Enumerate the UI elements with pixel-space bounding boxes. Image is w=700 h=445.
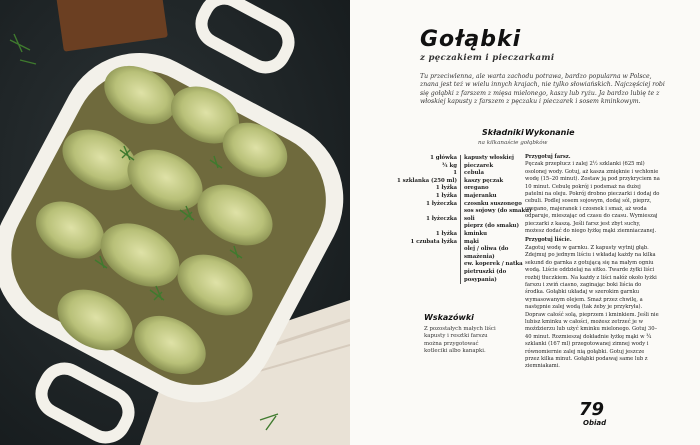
page-number: 79 [579, 399, 605, 420]
ingredient-row [386, 170, 539, 178]
step-text: Zagotuj wodę w garnku. Z kapusty wytnij głąb. Zdejmuj po jednym liściu i wkładaj każdy na kilka sekund do garnka z gotującą się na małym ogniu wodą. Liście oddzielaj na sitko. Twarde żyłki liści rozbij tłuczkiem. Na każdy z liści nałóż około łyżki farszu i zwiń ciasno, zaginając boki liścia do środka. Gołąbki układaj w szerokim garnku wymasowanym olejem. Smaż przez chwilę, a następnie zalej wodą (tak żeby je przykryła). Dopraw całość solą, pieprzem i kminkiem. Jeśli nie lubisz kminku w całości, możesz zetrzeć je w moździerzu lub użyć kminku mielonego. Gotuj 30–40 minut. Rozmieszaj dokładnie łyżkę mąki w ¾ szklanki (167 ml) przegotowanej zimnej wody i równomiernie zalej nią gołąbki. Gotuj jeszcze przez kilka minut. Gołąbki podawaj same lub z ziemniakami. [525, 244, 659, 370]
recipe-title: Gołąbki [420, 27, 522, 52]
ingredient-qty: 1 łyżka [386, 185, 461, 193]
ingredients-subheading: na kilkanaście gołąbków [478, 140, 548, 146]
ingredient-name: pieprz (do smaku) [464, 223, 520, 230]
ingredient-qty: ¾ kg [386, 163, 461, 171]
ingredient-row [386, 231, 539, 239]
ingredient-qty [386, 223, 461, 231]
ingredient-name: olej / oliwa (do smażenia) [464, 246, 509, 260]
ingredient-name: czosnku suszonego [464, 200, 522, 207]
ingredient-row [386, 155, 539, 163]
step-heading: Przygotuj liście. [525, 237, 572, 244]
preparation-heading: Wykonanie [525, 128, 575, 137]
step-text: Pęczak przepłucz i zalej 2½ szklanki (625 ml) osolonej wody. Gotuj, aż kasza zmięknie i wchłonie wodę (15–20 minut). Zostaw ją pod przykryciem na 10 minut. Cebulę pokrój i podsmaż na dużej patelni na oleju. Pokrój drobno pieczarki i dodaj do cebuli. Podlej sosem sojowym, dodaj sól, pieprz, oregano, majeranek i czosnek i smaż, aż woda odparuje, mieszając od czasu do czasu. Wymieszaj pieczarki z kaszą. Jeśli farsz jest zbyt suchy, możesz dodać do niego łyżkę mąki ziemniaczanej. [525, 161, 660, 235]
recipe-intro: Tu przeciwlenna, ale warta zachodu potrawa, bardzo popularna w Polsce, znana jest też w wielu innych krajach, nie tylko słowiańskich. Najczęściej robi się gołąbki z farszem z mięsa mielonego, kaszy lub ryżu. Ja bardzo lubię te z włoskiej kapusty z farszem z pęczaku i pieczarek i sosem kminkowym. [420, 73, 665, 105]
tips-text: Z pozostałych małych liści kapusty i resztki farszu można przygotować kotleciki albo kanapki. [424, 326, 496, 355]
ingredient-qty: 1 łyżka [386, 231, 461, 239]
ingredients-table [386, 155, 539, 284]
ingredient-name: pieczarek [464, 162, 494, 169]
ingredient-qty: 1 łyżeczka [386, 216, 461, 224]
recipe-page [350, 0, 700, 445]
ingredient-qty [386, 261, 461, 284]
ingredient-name: kminku [464, 230, 488, 237]
ingredient-name: kaszy pęczak [464, 177, 504, 184]
ingredient-qty: 1 czubata łyżka [386, 239, 461, 247]
tips-heading: Wskazówki [424, 313, 474, 322]
ingredient-row [386, 246, 539, 261]
recipe-subtitle: z pęczakiem i pieczarkami [420, 53, 555, 63]
ingredient-name: mąki [464, 238, 479, 245]
ingredient-row [386, 223, 539, 231]
ingredient-row [386, 193, 539, 201]
ingredient-name: oregano [464, 185, 489, 192]
ingredient-name: cebula [464, 170, 484, 177]
step-heading: Przygotuj farsz. [525, 154, 571, 160]
preparation-steps [525, 152, 660, 373]
ingredient-qty [386, 246, 461, 261]
ingredient-row [386, 185, 539, 193]
ingredient-qty: 1 główka [386, 155, 461, 163]
ingredient-name: sos sojowy (do smaku) [464, 208, 532, 215]
ingredient-name: majeranku [464, 192, 497, 199]
ingredient-qty: 1 szklanka (250 ml) [386, 178, 461, 186]
section-label: Obiad [583, 419, 607, 427]
ingredient-qty: 1 [386, 170, 461, 178]
ingredient-name: soli [464, 215, 475, 222]
ingredient-name: ew. koperek / natka pietruszki (do posypania) [464, 261, 523, 283]
ingredient-qty: 1 łyżeczka [386, 201, 461, 209]
ingredient-row [386, 178, 539, 186]
ingredient-qty [386, 208, 461, 216]
ingredient-row [386, 239, 539, 247]
ingredient-qty: 1 łyżka [386, 193, 461, 201]
ingredient-name: kapusty włoskiej [464, 155, 514, 161]
ingredient-row [386, 261, 539, 284]
ingredient-row [386, 208, 539, 216]
ingredients-heading: Składniki [482, 128, 524, 137]
ingredient-row [386, 163, 539, 171]
